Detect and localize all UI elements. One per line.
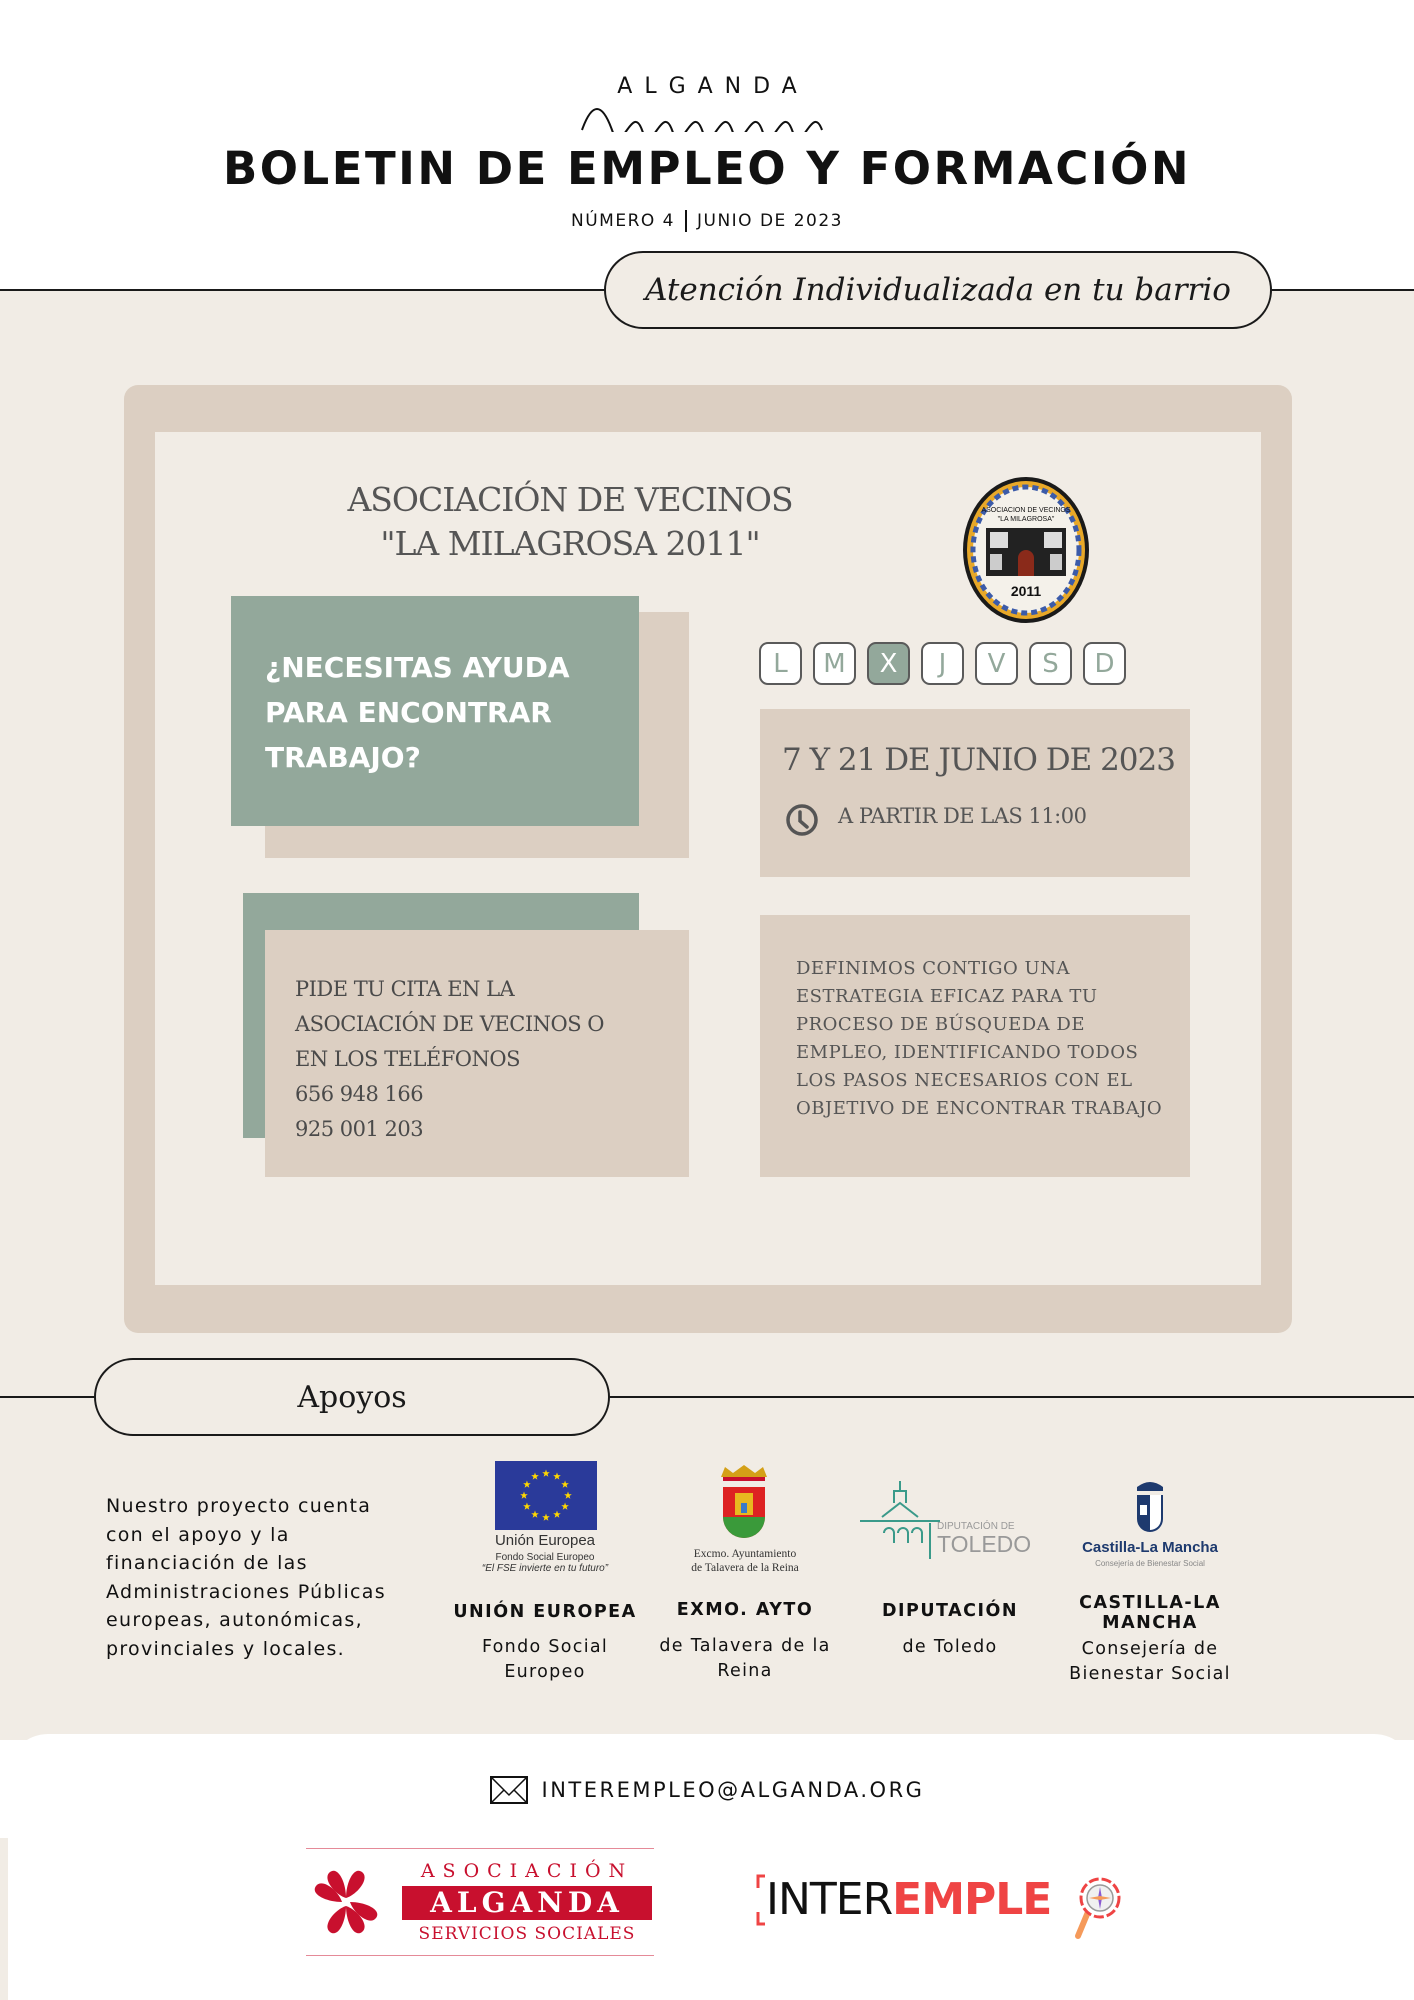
seal-text-top: ASOCIACION DE VECINOS [981, 507, 1071, 514]
apoyos-description: Nuestro proyecto cuenta con el apoyo y la financiación de las Administraciones Públicas europeas, autonómicas, provinciales y locales. [106, 1495, 386, 1660]
cita-line: PIDE TU CITA EN LA [295, 977, 515, 1001]
issue-number: NÚMERO 4 [571, 211, 675, 231]
talavera-caption-1: Excmo. Ayuntamiento [693, 1548, 797, 1560]
clock-icon [785, 803, 819, 837]
alganda-line2: ALGANDA [402, 1886, 652, 1920]
weekday-selector [759, 642, 1126, 685]
email-link[interactable]: INTEREMPLEO@ALGANDA.ORG [541, 1778, 925, 1802]
eu-caption-3: “El FSE invierte en tu futuro” [481, 1563, 609, 1574]
day-j: J [921, 642, 964, 685]
sponsor-talavera [655, 1455, 835, 1715]
issue-date: JUNIO DE 2023 [697, 211, 843, 231]
alganda-rule-bottom [306, 1955, 654, 1956]
bracket-icon [756, 1874, 766, 1926]
interempleo-part2: EMPLE [892, 1874, 1052, 1925]
event-date: 7 Y 21 DE JUNIO DE 2023 [782, 742, 1175, 778]
email-row [0, 1776, 1414, 1804]
talavera-caption-2: de Talavera de la Reina [691, 1562, 799, 1574]
footer-edge [0, 1838, 8, 2000]
sponsor-clm-sub: Consejería de Bienestar Social [1069, 1639, 1231, 1684]
day-x-active: X [867, 642, 910, 685]
seal-text-middle: "LA MILAGROSA" [997, 516, 1055, 523]
apoyos-label: Apoyos [297, 1379, 407, 1415]
toledo-caption-1: DIPUTACIÓN DE [937, 1521, 1015, 1532]
association-title-line1: ASOCIACIÓN DE VECINOS [347, 480, 793, 519]
sponsor-clm [1055, 1455, 1245, 1725]
footer-card [8, 1734, 1414, 2000]
question-text: ¿NECESITAS AYUDA PARA ENCONTRAR TRABAJO? [265, 651, 570, 774]
apoyos-pill [94, 1358, 610, 1436]
strategy-text: DEFINIMOS CONTIGO UNA ESTRATEGIA EFICAZ PARA TU PROCESO DE BÚSQUEDA DE EMPLEO, IDENTIFICANDO TODOS LOS PASOS NECESARIOS CON EL OBJETIVO DE ENCONTRAR TRABAJO [796, 958, 1163, 1119]
sponsor-eu [440, 1455, 650, 1715]
day-d: D [1083, 642, 1126, 685]
sponsor-toledo-name: DIPUTACIÓN [881, 1601, 1019, 1621]
divider [685, 210, 687, 232]
clm-caption-2: Consejería de Bienestar Social [1095, 1559, 1205, 1568]
toledo-caption-2: TOLEDO [937, 1531, 1032, 1557]
sponsor-talavera-name: EXMO. AYTO [676, 1600, 814, 1620]
eu-flag-icon [495, 1461, 597, 1530]
day-s: S [1029, 642, 1072, 685]
page-title: BOLETIN DE EMPLEO Y FORMACIÓN [222, 142, 1192, 195]
alganda-line1: ASOCIACIÓN [420, 1860, 634, 1882]
day-l: L [759, 642, 802, 685]
association-title [300, 478, 840, 566]
phone-number-2[interactable]: 925 001 203 [295, 1117, 424, 1141]
association-seal-logo [960, 474, 1092, 626]
magnifier-compass-icon [1074, 1876, 1124, 1940]
sponsor-talavera-sub: de Talavera de la Reina [659, 1636, 831, 1681]
cita-text [295, 972, 685, 1147]
talavera-coat-of-arms-icon [715, 1463, 773, 1545]
day-m: M [813, 642, 856, 685]
mail-icon [490, 1776, 528, 1804]
sponsor-toledo [855, 1455, 1045, 1715]
clm-shield-icon [1133, 1475, 1167, 1535]
sponsor-toledo-sub: de Toledo [902, 1637, 998, 1657]
alganda-logo [306, 1848, 654, 1956]
wave-decoration-icon [580, 106, 834, 132]
eu-caption-1: Unión Europea [494, 1532, 596, 1549]
interempleo-part1: INTER [766, 1874, 893, 1925]
toledo-building-icon [860, 1473, 940, 1561]
phone-number-1[interactable]: 656 948 166 [295, 1082, 424, 1106]
association-title-line2: "LA MILAGROSA 2011" [380, 524, 760, 563]
interempleo-logo [756, 1868, 1126, 1948]
alganda-flower-icon [312, 1868, 380, 1936]
interempleo-wordmark [766, 1872, 1051, 1928]
seal-year: 2011 [1010, 583, 1042, 599]
event-time: A PARTIR DE LAS 11:00 [838, 804, 1087, 828]
sponsor-eu-sub: Fondo Social Europeo [481, 1637, 609, 1682]
day-v: V [975, 642, 1018, 685]
sponsor-clm-name: CASTILLA-LA MANCHA [1079, 1593, 1221, 1633]
cita-line: ASOCIACIÓN DE VECINOS O [295, 1012, 604, 1036]
section-label: Atención Individualizada en tu barrio [645, 272, 1231, 308]
clm-caption-1: Castilla-La Mancha [1082, 1539, 1218, 1556]
alganda-rule-top [306, 1848, 654, 1849]
cita-line: EN LOS TELÉFONOS [295, 1047, 520, 1071]
alganda-line3: SERVICIOS SOCIALES [418, 1924, 636, 1944]
talavera-caption [655, 1547, 835, 1575]
date-box [760, 709, 1190, 877]
section-pill [604, 251, 1272, 329]
issue-line [0, 210, 1414, 232]
eu-caption-2: Fondo Social Europeo [495, 1552, 595, 1563]
sponsor-eu-name: UNIÓN EUROPEA [453, 1602, 637, 1622]
brand-name: ALGANDA [617, 74, 809, 99]
